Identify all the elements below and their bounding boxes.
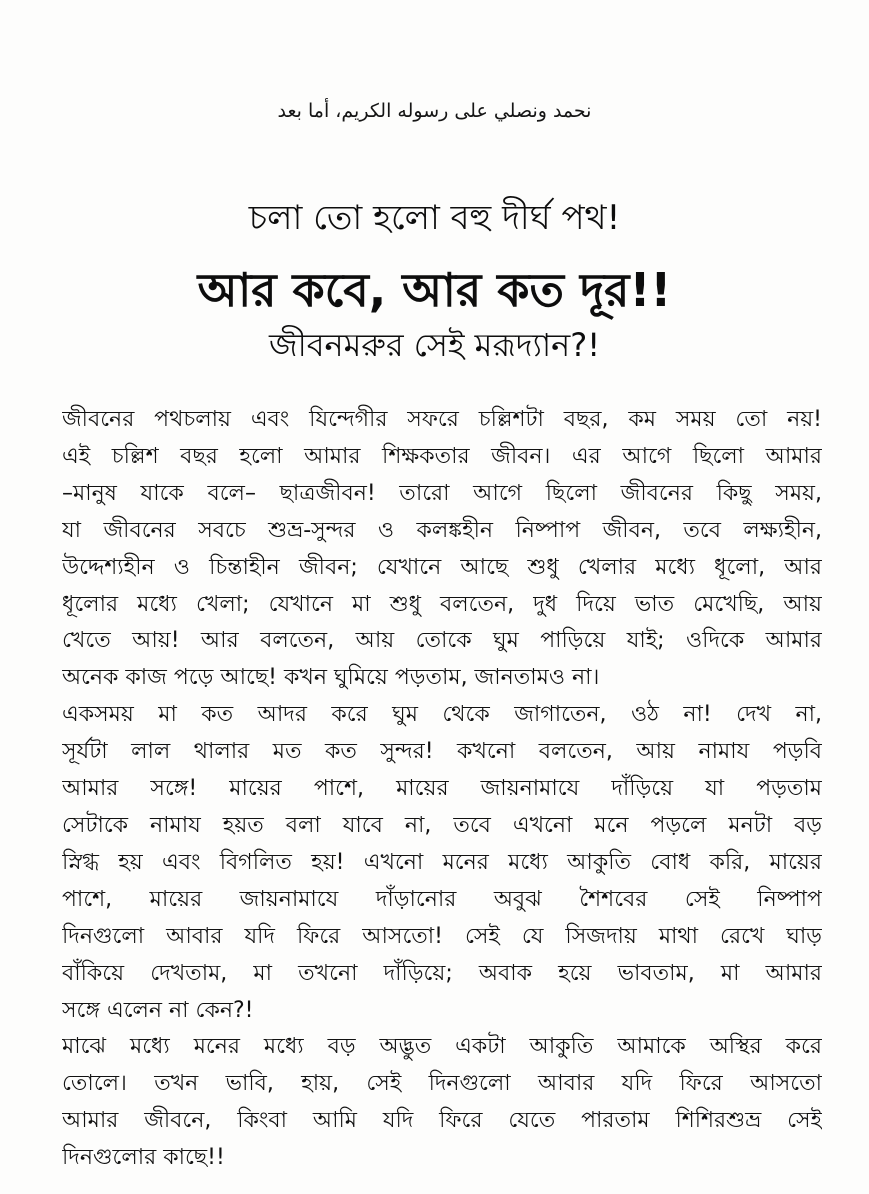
body-line: তোলে। তখন ভাবি, হায়, সেই দিনগুলো আবার যদি ফিরে আসতো: [62, 1071, 822, 1097]
body-line: –মানুষ যাকে বলে– ছাত্রজীবন! তারো আগে ছিলো জীবনের কিছু সময়,: [62, 480, 822, 506]
arabic-invocation: نحمد ونصلي على رسوله الكريم، أما بعد: [277, 100, 592, 122]
body-line: এই চল্লিশ বছর হলো আমার শিক্ষকতার জীবন। এর আগে ছিলো আমার: [62, 443, 822, 469]
body-line: যা জীবনের সবচে শুভ্র-সুন্দর ও কলঙ্কহীন নিষ্পাপ জীবন, তবে লক্ষ্যহীন,: [62, 517, 822, 543]
body-line: বাঁকিয়ে দেখতাম, মা তখনো দাঁড়িয়ে; অবাক হয়ে ভাবতাম, মা আমার: [62, 960, 822, 986]
body-line: অনেক কাজ পড়ে আছে! কখন ঘুমিয়ে পড়তাম, জানতামও না।: [62, 665, 600, 691]
body-line: খেতে আয়! আর বলতেন, আয় তোকে ঘুম পাড়িয়ে যাই; ওদিকে আমার: [62, 628, 822, 654]
body-line: সেটাকে নামায হয়ত বলা যাবে না, তবে এখনো মনে পড়লে মনটা বড়: [62, 812, 822, 838]
body-line: আমার সঙ্গে! মায়ের পাশে, মায়ের জায়নামাযে দাঁড়িয়ে যা পড়তাম: [62, 776, 822, 802]
body-line: আমার জীবনে, কিংবা আমি যদি ফিরে যেতে পারতাম শিশিরশুভ্র সেই: [62, 1108, 822, 1134]
body-line: পাশে, মায়ের জায়নামাযে দাঁড়ানোর অবুঝ শৈশবের সেই নিষ্পাপ: [62, 886, 822, 912]
body-line: দিনগুলোর কাছে!!: [62, 1145, 225, 1171]
body-line: দিনগুলো আবার যদি ফিরে আসতো! সেই যে সিজদায় মাথা রেখে ঘাড়: [62, 923, 822, 949]
title-line-3: জীবনমরুর সেই মরূদ্যান?!: [268, 326, 601, 364]
body-line: ধূলোর মধ্যে খেলা; যেখানে মা শুধু বলতেন, দুধ দিয়ে ভাত মেখেছি, আয়: [62, 591, 822, 617]
body-line: উদ্দেশ্যহীন ও চিন্তাহীন জীবন; যেখানে আছে শুধু খেলার মধ্যে ধূলো, আর: [62, 554, 822, 580]
body-line: সঙ্গে এলেন না কেন?!: [62, 997, 254, 1023]
body-line: স্নিগ্ধ হয় এবং বিগলিত হয়! এখনো মনের মধ্যে আকুতি বোধ করি, মায়ের: [62, 849, 822, 875]
body-line: সূর্যটা লাল থালার মত কত সুন্দর! কখনো বলতেন, আয় নামায পড়বি: [62, 739, 822, 765]
body-line: একসময় মা কত আদর করে ঘুম থেকে জাগাতেন, ওঠ না! দেখ না,: [62, 702, 822, 728]
title-line-1: চলা তো হলো বহু দীর্ঘ পথ!: [248, 198, 621, 238]
body-line: মাঝে মধ্যে মনের মধ্যে বড় অদ্ভুত একটা আকুতি আমাকে অস্থির করে: [62, 1034, 822, 1060]
body-text: [62, 402, 822, 1177]
title-line-2: আর কবে, আর কত দূর!!: [197, 263, 672, 317]
body-line: জীবনের পথচলায় এবং যিন্দেগীর সফরে চল্লিশটা বছর, কম সময় তো নয়!: [62, 407, 822, 432]
